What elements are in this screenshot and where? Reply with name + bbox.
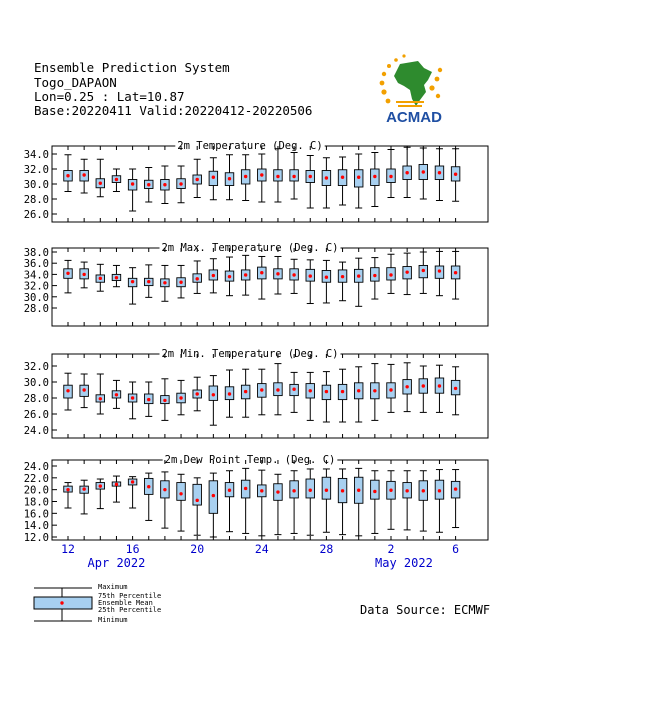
mean-dot	[325, 276, 328, 279]
mean-dot	[325, 176, 328, 179]
mean-dot	[292, 175, 295, 178]
mean-dot	[212, 393, 215, 396]
x-tick-label: 20	[190, 542, 205, 556]
mean-dot	[292, 273, 295, 276]
mean-dot	[357, 176, 360, 179]
mean-dot	[131, 280, 134, 283]
legend-p25-label: 25th Percentile	[98, 606, 162, 614]
y-tick-label: 20.0	[23, 484, 49, 497]
x-tick-label: 6	[452, 542, 460, 556]
mean-dot	[228, 392, 231, 395]
mean-dot	[454, 173, 457, 176]
mean-dot	[99, 397, 102, 400]
mean-dot	[179, 182, 182, 185]
mean-dot	[357, 389, 360, 392]
mean-dot	[147, 398, 150, 401]
panel-title: 2m Max. Temperature (Deg. C)	[161, 242, 339, 254]
mean-dot	[341, 489, 344, 492]
mean-dot	[163, 281, 166, 284]
mean-dot	[179, 281, 182, 284]
mean-dot	[325, 390, 328, 393]
mean-dot	[115, 276, 118, 279]
legend-mean-dot	[60, 601, 63, 604]
mean-dot	[309, 389, 312, 392]
mean-dot	[454, 487, 457, 490]
mean-dot	[115, 483, 118, 486]
mean-dot	[438, 171, 441, 174]
y-tick-label: 16.0	[23, 508, 49, 521]
y-tick-label: 34.0	[23, 269, 49, 282]
mean-dot	[244, 487, 247, 490]
mean-dot	[260, 388, 263, 391]
y-tick-label: 28.0	[23, 393, 49, 405]
mean-dot	[373, 175, 376, 178]
mean-dot	[212, 274, 215, 277]
legend-p75-label: 75th Percentile	[98, 592, 162, 600]
mean-dot	[422, 489, 425, 492]
mean-dot	[454, 387, 457, 390]
mean-dot	[260, 173, 263, 176]
mean-dot	[228, 177, 231, 180]
y-tick-label: 28.0	[23, 303, 49, 315]
legend-mean-label: Ensemble Mean	[98, 599, 153, 607]
logo-text: ACMAD	[386, 109, 442, 126]
mean-dot	[341, 275, 344, 278]
x-tick-label: 12	[61, 542, 75, 556]
mean-dot	[309, 274, 312, 277]
mean-dot	[131, 182, 134, 185]
mean-dot	[357, 489, 360, 492]
mean-dot	[422, 269, 425, 272]
mean-dot	[373, 274, 376, 277]
mean-dot	[82, 487, 85, 490]
mean-dot	[260, 489, 263, 492]
mean-dot	[244, 390, 247, 393]
data-source: Data Source: ECMWF	[360, 603, 491, 617]
mean-dot	[179, 492, 182, 495]
header-line-1: Ensemble Prediction System	[34, 60, 230, 75]
mean-dot	[389, 175, 392, 178]
x-month-label: May 2022	[375, 556, 433, 570]
x-month-label: Apr 2022	[87, 556, 146, 570]
mean-dot	[260, 271, 263, 274]
y-tick-label: 32.0	[23, 164, 49, 176]
mean-dot	[422, 384, 425, 387]
legend-minimum-label: Minimum	[98, 616, 128, 624]
header-line-2: Togo_DAPAON	[34, 75, 117, 90]
mean-dot	[163, 183, 166, 186]
y-tick-label: 32.0	[23, 361, 49, 373]
mean-dot	[99, 484, 102, 487]
mean-dot	[405, 385, 408, 388]
y-tick-label: 30.0	[23, 377, 49, 389]
legend-maximum-label: Maximum	[98, 583, 128, 591]
mean-dot	[405, 270, 408, 273]
mean-dot	[454, 271, 457, 274]
y-tick-label: 36.0	[23, 258, 49, 271]
mean-dot	[196, 499, 199, 502]
mean-dot	[163, 399, 166, 402]
y-tick-label: 12.0	[23, 532, 49, 544]
x-tick-label: 16	[125, 542, 140, 556]
mean-dot	[66, 488, 69, 491]
mean-dot	[438, 384, 441, 387]
mean-dot	[196, 277, 199, 280]
y-tick-label: 22.0	[23, 472, 49, 485]
panel-title: 2m Temperature (Deg. C)	[177, 140, 323, 152]
x-tick-label: 28	[319, 542, 334, 556]
mean-dot	[66, 272, 69, 275]
panel-title: 2m Dew Point Temp. (Deg. C)	[164, 454, 336, 466]
y-tick-label: 26.0	[23, 409, 49, 421]
y-tick-label: 28.0	[23, 194, 49, 206]
mean-dot	[179, 396, 182, 399]
mean-dot	[389, 489, 392, 492]
mean-dot	[438, 269, 441, 272]
header-line-3: Lon=0.25 : Lat=10.87	[34, 89, 185, 104]
x-tick-label: 24	[254, 542, 269, 556]
y-tick-label: 30.0	[23, 291, 49, 304]
y-tick-label: 32.0	[23, 280, 49, 293]
mean-dot	[276, 175, 279, 178]
mean-dot	[389, 273, 392, 276]
mean-dot	[163, 488, 166, 491]
mean-dot	[115, 178, 118, 181]
mean-dot	[99, 182, 102, 185]
y-tick-label: 38.0	[23, 247, 49, 259]
mean-dot	[341, 390, 344, 393]
mean-dot	[244, 175, 247, 178]
mean-dot	[212, 494, 215, 497]
mean-dot	[66, 174, 69, 177]
mean-dot	[438, 489, 441, 492]
mean-dot	[389, 388, 392, 391]
mean-dot	[196, 392, 199, 395]
mean-dot	[147, 183, 150, 186]
y-tick-label: 14.0	[23, 520, 49, 533]
mean-dot	[373, 490, 376, 493]
mean-dot	[405, 489, 408, 492]
mean-dot	[309, 175, 312, 178]
iqr-box	[306, 479, 315, 498]
mean-dot	[115, 393, 118, 396]
y-tick-label: 30.0	[23, 179, 49, 191]
header-line-4: Base:20220411 Valid:20220412-20220506	[34, 103, 313, 118]
mean-dot	[82, 273, 85, 276]
mean-dot	[131, 396, 134, 399]
y-tick-label: 34.0	[23, 149, 49, 161]
mean-dot	[66, 389, 69, 392]
iqr-box	[177, 483, 186, 501]
mean-dot	[357, 274, 360, 277]
mean-dot	[212, 176, 215, 179]
mean-dot	[276, 388, 279, 391]
mean-dot	[341, 176, 344, 179]
y-tick-label: 26.0	[23, 209, 49, 221]
iqr-box	[322, 477, 331, 499]
mean-dot	[147, 485, 150, 488]
mean-dot	[228, 489, 231, 492]
mean-dot	[244, 273, 247, 276]
mean-dot	[276, 490, 279, 493]
panel-title: 2m Min. Temperature (Deg. C)	[161, 348, 339, 360]
iqr-box	[371, 480, 380, 499]
mean-dot	[292, 489, 295, 492]
y-tick-label: 18.0	[23, 496, 49, 509]
mean-dot	[147, 280, 150, 283]
mean-dot	[228, 275, 231, 278]
mean-dot	[422, 170, 425, 173]
mean-dot	[373, 389, 376, 392]
mean-dot	[131, 480, 134, 483]
mean-dot	[325, 489, 328, 492]
mean-dot	[276, 272, 279, 275]
mean-dot	[405, 171, 408, 174]
mean-dot	[292, 388, 295, 391]
y-tick-label: 24.0	[23, 461, 49, 473]
mean-dot	[309, 489, 312, 492]
mean-dot	[196, 178, 199, 181]
mean-dot	[82, 388, 85, 391]
mean-dot	[82, 173, 85, 176]
mean-dot	[99, 277, 102, 280]
panel-frame	[52, 146, 488, 222]
y-tick-label: 24.0	[23, 425, 49, 437]
x-tick-label: 2	[387, 542, 395, 556]
